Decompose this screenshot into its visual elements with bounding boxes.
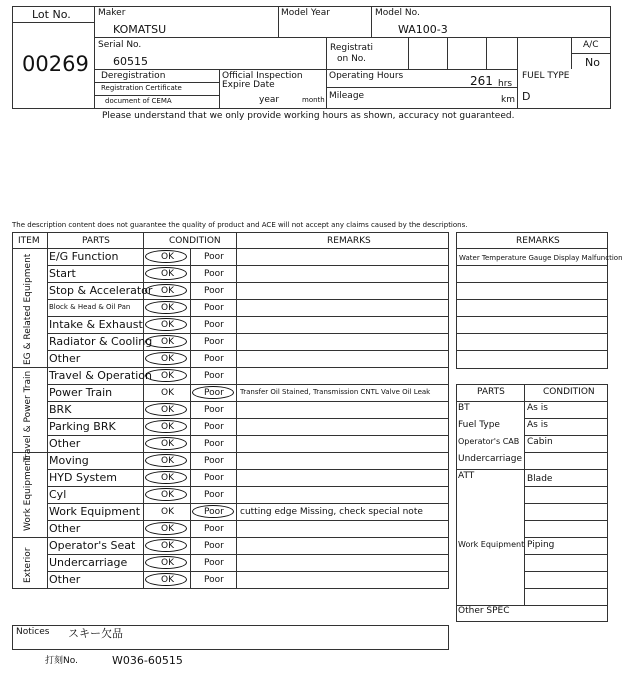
- selected-condition-circle: [192, 505, 234, 518]
- selected-condition-circle: [145, 352, 187, 365]
- part-label: Operator's Seat: [49, 539, 136, 552]
- registration-certificate-label: Registration Certificate: [101, 84, 182, 92]
- right-part-condition: Blade: [527, 474, 553, 484]
- right-part-label: ATT: [458, 471, 475, 481]
- right-parts-header: PARTS: [477, 387, 505, 397]
- group-label: Exterior: [23, 547, 33, 584]
- selected-condition-circle: [192, 386, 234, 399]
- poor-option[interactable]: Poor: [204, 388, 224, 398]
- operating-hours-label: Operating Hours: [329, 71, 404, 81]
- fuel-type-value: D: [522, 90, 531, 103]
- expire-date-label: Expire Date: [222, 80, 275, 90]
- selected-condition-circle: [145, 573, 187, 586]
- right-part-label: Other SPEC: [458, 606, 510, 616]
- right-part-condition: As is: [527, 403, 548, 413]
- poor-option[interactable]: Poor: [204, 439, 224, 449]
- item-header: ITEM: [18, 236, 40, 246]
- poor-option[interactable]: Poor: [204, 575, 224, 585]
- right-condition-header: CONDITION: [543, 387, 595, 397]
- poor-option[interactable]: Poor: [204, 490, 224, 500]
- selected-condition-circle: [145, 556, 187, 569]
- ok-option[interactable]: OK: [161, 507, 174, 517]
- poor-option[interactable]: Poor: [204, 456, 224, 466]
- poor-option[interactable]: Poor: [204, 405, 224, 415]
- model-no-value: WA100-3: [398, 23, 448, 36]
- model-year-label: Model Year: [281, 8, 330, 18]
- selected-condition-circle: [145, 522, 187, 535]
- selected-condition-circle: [145, 335, 187, 348]
- right-remarks-header: REMARKS: [516, 236, 560, 246]
- selected-condition-circle: [145, 420, 187, 433]
- part-label: Start: [49, 267, 76, 280]
- part-label: Block & Head & Oil Pan: [49, 303, 131, 311]
- model-no-label: Model No.: [375, 8, 420, 18]
- selected-condition-circle: [145, 318, 187, 331]
- right-remarks-table: [456, 232, 608, 369]
- poor-option[interactable]: Poor: [204, 286, 224, 296]
- ok-option[interactable]: OK: [161, 252, 174, 262]
- poor-option[interactable]: Poor: [204, 558, 224, 568]
- mileage-unit: km: [501, 95, 515, 105]
- condition-header: CONDITION: [169, 236, 221, 246]
- part-label: Other: [49, 352, 81, 365]
- group-label: EG & Related Equipment: [23, 253, 33, 365]
- serial-value: 60515: [113, 55, 148, 68]
- part-label: HYD System: [49, 471, 117, 484]
- cema-label: document of CEMA: [105, 97, 172, 105]
- selected-condition-circle: [145, 369, 187, 382]
- fuel-type-label: FUEL TYPE: [522, 71, 570, 81]
- poor-option[interactable]: Poor: [204, 252, 224, 262]
- inspection-label: Official Inspection: [222, 71, 303, 81]
- selected-condition-circle: [145, 539, 187, 552]
- part-label: Other: [49, 437, 81, 450]
- ok-option[interactable]: OK: [161, 320, 174, 330]
- selected-condition-circle: [145, 250, 187, 263]
- lot-label: Lot No.: [32, 8, 71, 21]
- stamp-value: W036-60515: [112, 654, 183, 667]
- ac-label: A/C: [583, 40, 599, 50]
- part-label: Moving: [49, 454, 89, 467]
- poor-option[interactable]: Poor: [204, 303, 224, 313]
- part-label: Other: [49, 573, 81, 586]
- hours-unit: hrs: [498, 79, 513, 89]
- ok-option[interactable]: OK: [161, 269, 174, 279]
- selected-condition-circle: [145, 437, 187, 450]
- selected-condition-circle: [145, 403, 187, 416]
- selected-condition-circle: [145, 454, 187, 467]
- ok-option[interactable]: OK: [161, 371, 174, 381]
- poor-option[interactable]: Poor: [204, 541, 224, 551]
- right-part-label: Operator's CAB: [458, 437, 520, 446]
- ok-option[interactable]: OK: [161, 456, 174, 466]
- ok-option[interactable]: OK: [161, 473, 174, 483]
- right-part-label: Work Equipment: [458, 540, 525, 549]
- ok-option[interactable]: OK: [161, 558, 174, 568]
- ok-option[interactable]: OK: [161, 337, 174, 347]
- ok-option[interactable]: OK: [161, 354, 174, 364]
- year-label: year: [259, 95, 280, 105]
- part-label: Parking BRK: [49, 420, 116, 433]
- ok-option[interactable]: OK: [161, 575, 174, 585]
- ok-option[interactable]: OK: [161, 422, 174, 432]
- ok-option[interactable]: OK: [161, 524, 174, 534]
- right-part-label: Undercarriage: [458, 454, 523, 464]
- right-part-condition: Cabin: [527, 437, 553, 447]
- selected-condition-circle: [145, 284, 187, 297]
- serial-label: Serial No.: [98, 40, 142, 50]
- lot-number: 00269: [22, 52, 89, 76]
- notices-value: スキー欠品: [68, 627, 123, 640]
- poor-option[interactable]: Poor: [204, 422, 224, 432]
- selected-condition-circle: [145, 301, 187, 314]
- mileage-label: Mileage: [329, 91, 365, 101]
- right-part-label: BT: [458, 403, 470, 413]
- part-label: Travel & Operation: [49, 369, 153, 382]
- poor-option[interactable]: Poor: [204, 524, 224, 534]
- registration-label: Registrati: [330, 43, 374, 53]
- row-remarks: cutting edge Missing, check special note: [240, 507, 423, 517]
- part-label: Radiator & Cooling: [49, 335, 153, 348]
- selected-condition-circle: [145, 267, 187, 280]
- ok-option[interactable]: OK: [161, 490, 174, 500]
- deregistration-label: Deregistration: [101, 71, 166, 81]
- maker-value: KOMATSU: [113, 23, 167, 36]
- poor-option[interactable]: Poor: [204, 371, 224, 381]
- ok-option[interactable]: OK: [161, 439, 174, 449]
- right-remarks-first-line: Water Temperature Gauge Display Malfunction: [459, 254, 623, 262]
- ok-option[interactable]: OK: [161, 303, 174, 313]
- stamp-label: 打刻No.: [45, 656, 78, 666]
- ac-value: No: [585, 56, 600, 69]
- right-part-condition: As is: [527, 420, 548, 430]
- notices-label: Notices: [16, 627, 50, 637]
- right-part-condition: Piping: [527, 540, 555, 550]
- part-label: Cyl: [49, 488, 67, 501]
- maker-label: Maker: [98, 8, 126, 18]
- part-label: Undercarriage: [49, 556, 128, 569]
- selected-condition-circle: [145, 471, 187, 484]
- part-label: Other: [49, 522, 81, 535]
- parts-header: PARTS: [82, 236, 110, 246]
- poor-option[interactable]: Poor: [204, 337, 224, 347]
- group-label: Travel & Power Train: [23, 370, 33, 462]
- poor-option[interactable]: Poor: [204, 269, 224, 279]
- part-label: E/G Function: [49, 250, 119, 263]
- registration-label-2: on No.: [337, 54, 367, 64]
- part-label: Power Train: [49, 386, 113, 399]
- poor-option[interactable]: Poor: [204, 354, 224, 364]
- poor-option[interactable]: Poor: [204, 507, 224, 517]
- poor-option[interactable]: Poor: [204, 473, 224, 483]
- ok-option[interactable]: OK: [161, 541, 174, 551]
- part-label: BRK: [49, 403, 72, 416]
- working-hours-notice: Please understand that we only provide working hours as shown, accuracy not guaranteed.: [102, 111, 515, 121]
- row-remarks: Transfer Oil Stained, Transmission CNTL Valve Oil Leak: [240, 388, 431, 396]
- ok-option[interactable]: OK: [161, 388, 174, 398]
- remarks-header: REMARKS: [327, 236, 371, 246]
- poor-option[interactable]: Poor: [204, 320, 224, 330]
- month-label: month: [302, 96, 325, 104]
- right-part-label: Fuel Type: [458, 420, 500, 430]
- group-label: Work Equipment: [23, 456, 33, 531]
- part-label: Intake & Exhaust: [49, 318, 143, 331]
- selected-condition-circle: [145, 488, 187, 501]
- ok-option[interactable]: OK: [161, 405, 174, 415]
- part-label: Stop & Accelerator: [49, 284, 153, 297]
- disclaimer-text: The description content does not guarantee the quality of product and ACE will not accept any claims caused by the descriptions.: [12, 221, 468, 229]
- part-label: Work Equipment: [49, 505, 141, 518]
- ok-option[interactable]: OK: [161, 286, 174, 296]
- operating-hours-value: 261: [470, 74, 493, 88]
